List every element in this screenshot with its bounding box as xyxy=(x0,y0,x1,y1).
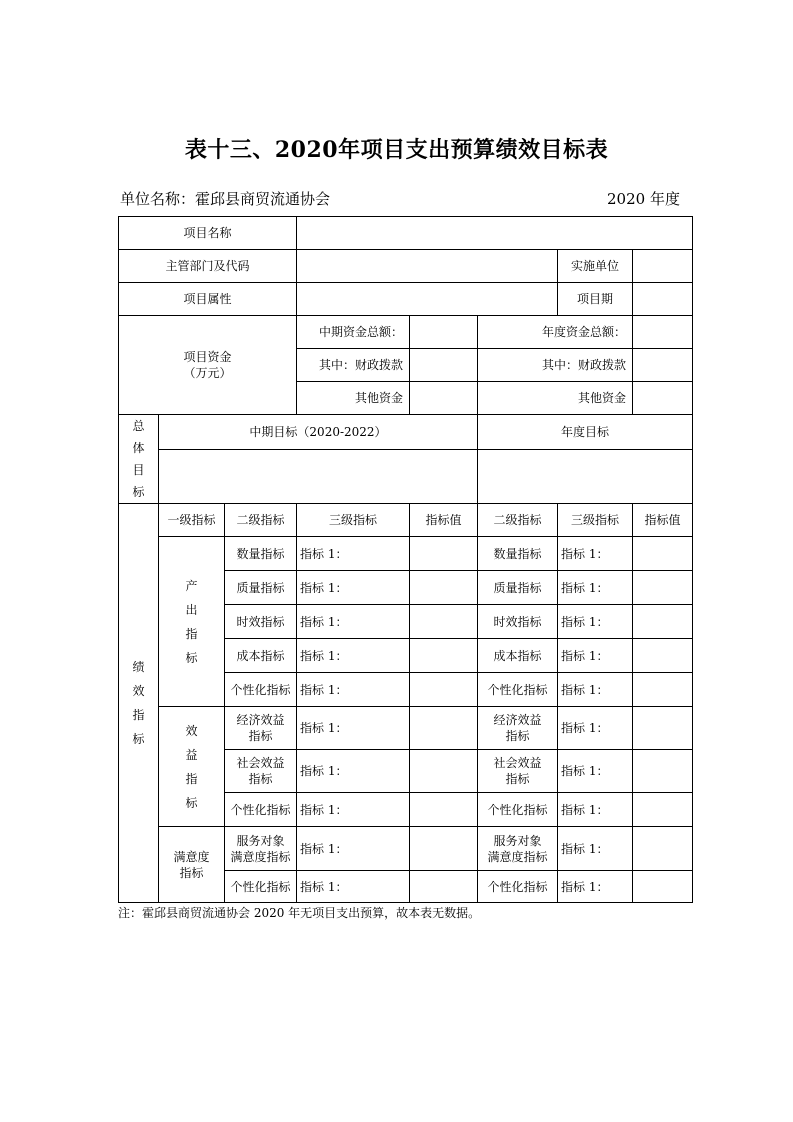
personal-label-b: 个性化指标 xyxy=(478,871,558,903)
unit-name-label: 单位名称：霍邱县商贸流通协会 xyxy=(120,190,331,208)
indicator-value xyxy=(410,571,478,605)
year-label: 2020 年度 xyxy=(607,190,680,208)
indicator-value-b xyxy=(633,605,693,639)
footnote: 注：霍邱县商贸流通协会 2020 年无项目支出预算，故本表无数据。 xyxy=(118,906,481,920)
indicator-value-b xyxy=(633,871,693,903)
page-title: 表十三、2020年项目支出预算绩效目标表 xyxy=(184,137,609,163)
indicator-value xyxy=(410,793,478,827)
annual-fiscal-label: 其中：财政拨款 xyxy=(478,349,633,382)
indicator-cell-b: 指标 1： xyxy=(558,537,633,571)
impl-unit-value xyxy=(633,250,693,283)
service-satisfaction-label-b xyxy=(478,827,558,871)
indicator-cell: 指标 1： xyxy=(297,639,410,673)
personal-label-b: 个性化指标 xyxy=(478,673,558,707)
project-attr-label: 项目属性 xyxy=(119,283,297,316)
service-line2: 满意度指标 xyxy=(230,849,291,864)
indicator-value-b xyxy=(633,707,693,750)
indicator-cell-b: 指标 1： xyxy=(558,673,633,707)
overall-goal-label xyxy=(119,415,159,504)
personal-label: 个性化指标 xyxy=(225,871,297,903)
annual-total-value xyxy=(633,316,693,349)
annual-total-label: 年度资金总额： xyxy=(478,316,633,349)
mid-goal-value xyxy=(159,449,478,503)
indicator-cell: 指标 1： xyxy=(297,871,410,903)
indicator-value-b xyxy=(633,793,693,827)
social-benefit-label-b xyxy=(478,750,558,793)
indicator-cell: 指标 1： xyxy=(297,537,410,571)
service-line1: 服务对象 xyxy=(236,833,285,848)
econ-line1-b: 经济效益 xyxy=(493,713,542,727)
service-line1-b: 服务对象 xyxy=(493,833,542,848)
mid-total-label: 中期资金总额： xyxy=(297,316,410,349)
quality-label: 质量指标 xyxy=(225,571,297,605)
indicator-cell: 指标 1： xyxy=(297,750,410,793)
funds-line2: （万元） xyxy=(183,366,232,380)
indicator-value xyxy=(410,673,478,707)
quality-label-b: 质量指标 xyxy=(478,571,558,605)
indicator-cell: 指标 1： xyxy=(297,673,410,707)
benefit-group-label xyxy=(159,707,225,827)
econ-benefit-label-b xyxy=(478,707,558,750)
social-line2-b: 指标 xyxy=(505,772,530,786)
cost-label: 成本指标 xyxy=(225,639,297,673)
indicator-cell-b: 指标 1： xyxy=(558,571,633,605)
indicator-cell-b: 指标 1： xyxy=(558,750,633,793)
annual-goal-value xyxy=(478,449,693,503)
indicator-value xyxy=(410,707,478,750)
indicator-value xyxy=(410,605,478,639)
social-line1: 社会效益 xyxy=(236,756,285,770)
benefit-group-text: 效益指标 xyxy=(185,723,198,810)
annual-goal-header: 年度目标 xyxy=(478,415,693,450)
mid-fiscal-value xyxy=(410,349,478,382)
social-benefit-label xyxy=(225,750,297,793)
timeliness-label: 时效指标 xyxy=(225,605,297,639)
timeliness-label-b: 时效指标 xyxy=(478,605,558,639)
social-line2: 指标 xyxy=(248,772,273,786)
indicator-value xyxy=(410,537,478,571)
project-period-value xyxy=(633,283,693,316)
quantity-label-b: 数量指标 xyxy=(478,537,558,571)
performance-target-table xyxy=(118,216,693,903)
level3-header-b: 三级指标 xyxy=(558,504,633,537)
mid-other-value xyxy=(410,382,478,415)
department-label: 主管部门及代码 xyxy=(119,250,297,283)
mid-total-value xyxy=(410,316,478,349)
level1-header: 一级指标 xyxy=(159,504,225,537)
indicator-value xyxy=(410,750,478,793)
perf-indicator-text: 绩效指标 xyxy=(132,660,145,746)
project-attr-value xyxy=(297,283,558,316)
indicator-value-b xyxy=(633,750,693,793)
indicator-value xyxy=(410,639,478,673)
satisfaction-line2: 指标 xyxy=(179,865,204,880)
indicator-cell: 指标 1： xyxy=(297,605,410,639)
econ-benefit-label xyxy=(225,707,297,750)
service-satisfaction-label xyxy=(225,827,297,871)
project-name-label: 项目名称 xyxy=(119,217,297,250)
level2-header: 二级指标 xyxy=(225,504,297,537)
indicator-cell: 指标 1： xyxy=(297,827,410,871)
personal-label-b: 个性化指标 xyxy=(478,793,558,827)
mid-other-label: 其他资金 xyxy=(297,382,410,415)
indicator-cell-b: 指标 1： xyxy=(558,793,633,827)
indicator-value-b xyxy=(633,571,693,605)
level3-header: 三级指标 xyxy=(297,504,410,537)
indicator-cell: 指标 1： xyxy=(297,571,410,605)
indicator-value-b xyxy=(633,827,693,871)
social-line1-b: 社会效益 xyxy=(493,756,542,770)
value-header-b: 指标值 xyxy=(633,504,693,537)
overall-goal-text: 总体目标 xyxy=(132,419,145,499)
value-header: 指标值 xyxy=(410,504,478,537)
output-group-text: 产出指标 xyxy=(185,578,198,665)
service-line2-b: 满意度指标 xyxy=(487,849,548,864)
econ-line2: 指标 xyxy=(248,729,273,743)
mid-goal-header: 中期目标（2020-2022） xyxy=(159,415,478,450)
mid-fiscal-label: 其中：财政拨款 xyxy=(297,349,410,382)
personal-label: 个性化指标 xyxy=(225,793,297,827)
indicator-value xyxy=(410,871,478,903)
indicator-value xyxy=(410,827,478,871)
project-period-label: 项目期 xyxy=(558,283,633,316)
indicator-cell: 指标 1： xyxy=(297,707,410,750)
indicator-value-b xyxy=(633,537,693,571)
indicator-value-b xyxy=(633,673,693,707)
level2-header-b: 二级指标 xyxy=(478,504,558,537)
perf-indicator-label xyxy=(119,504,159,903)
econ-line2-b: 指标 xyxy=(505,729,530,743)
indicator-value-b xyxy=(633,639,693,673)
annual-other-value xyxy=(633,382,693,415)
department-value xyxy=(297,250,558,283)
indicator-cell-b: 指标 1： xyxy=(558,827,633,871)
personal-label: 个性化指标 xyxy=(225,673,297,707)
satisfaction-group-label xyxy=(159,827,225,903)
indicator-cell: 指标 1： xyxy=(297,793,410,827)
quantity-label: 数量指标 xyxy=(225,537,297,571)
econ-line1: 经济效益 xyxy=(236,713,285,727)
cost-label-b: 成本指标 xyxy=(478,639,558,673)
project-name-value xyxy=(297,217,693,250)
indicator-cell-b: 指标 1： xyxy=(558,871,633,903)
indicator-cell-b: 指标 1： xyxy=(558,605,633,639)
output-group-label xyxy=(159,537,225,707)
annual-other-label: 其他资金 xyxy=(478,382,633,415)
impl-unit-label: 实施单位 xyxy=(558,250,633,283)
annual-fiscal-value xyxy=(633,349,693,382)
indicator-cell-b: 指标 1： xyxy=(558,639,633,673)
satisfaction-line1: 满意度 xyxy=(173,849,210,864)
funds-line1: 项目资金 xyxy=(183,350,232,364)
project-funds-label xyxy=(119,316,297,415)
indicator-cell-b: 指标 1： xyxy=(558,707,633,750)
